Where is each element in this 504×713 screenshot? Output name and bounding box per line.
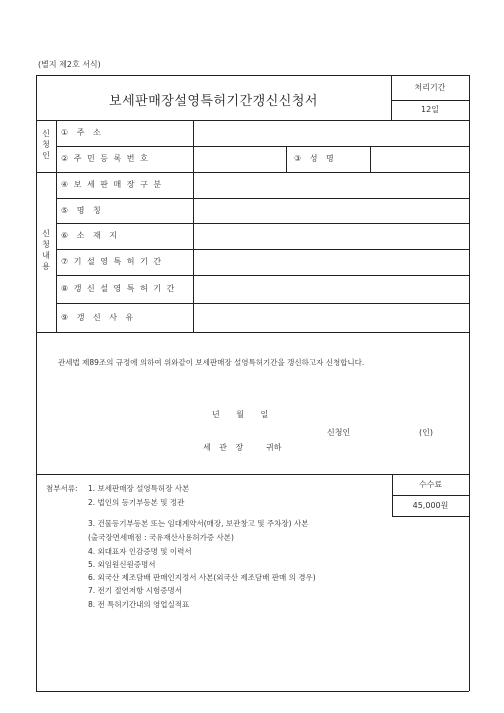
request-row-line-2 [56, 223, 469, 224]
applicant-section-label: 신 청 인 [42, 129, 50, 160]
name-field[interactable] [373, 150, 466, 169]
label-column-divider [193, 120, 194, 332]
renewal-reason-field[interactable] [196, 307, 466, 329]
renewal-period-field[interactable] [196, 279, 466, 300]
attachment-item: 8. 전 특허기간내의 영업실적표 [88, 600, 190, 609]
processing-value: 12일 [421, 105, 439, 114]
name-cell-right [370, 146, 371, 172]
request-row-line-5 [56, 303, 469, 304]
title-bottom-line [36, 120, 469, 121]
frame-top [36, 75, 469, 76]
date-line: 년 월 일 [212, 410, 269, 419]
attachments-top-line [36, 474, 469, 475]
frame-bottom [36, 691, 469, 692]
attachment-item: 1. 보세판매장 설영특허장 사본 [88, 484, 190, 493]
applicant-row-line [56, 146, 469, 147]
name-label: ③ 성 명 [294, 154, 337, 163]
attachment-item: 6. 외국산 제조담배 판매인지정서 사본(외국산 제조담배 판매 의 경우) [88, 573, 316, 582]
attachment-item: 7. 전기 절연저항 시험증명서 [88, 586, 183, 595]
request-row-line-4 [56, 275, 469, 276]
renewal-period-label: ⑧ 갱 신 설 영 특 허 기 간 [61, 284, 176, 293]
rrn-field[interactable] [196, 150, 282, 169]
form-title: 보세판매장설영특허기간갱신신청서 [109, 94, 318, 109]
rrn-label: ② 주 민 등 록 번 호 [61, 154, 150, 163]
existing-period-field[interactable] [196, 253, 466, 272]
renewal-reason-label: ⑨ 갱 신 사 유 [61, 313, 137, 322]
fee-bottom-line [392, 516, 469, 517]
frame-right [469, 75, 470, 691]
location-field[interactable] [196, 227, 466, 246]
attachment-item: 5. 외임원신원증명서 [88, 560, 156, 569]
request-row-line-3 [56, 249, 469, 250]
existing-period-label: ⑦ 기 설 영 특 허 기 간 [61, 257, 163, 266]
processing-label: 처리기간 [414, 83, 446, 92]
store-name-field[interactable] [196, 202, 466, 220]
form-number: (별지 제2호 서식) [38, 60, 101, 69]
fee-value: 45,000원 [412, 501, 449, 510]
fee-divider [392, 495, 469, 496]
request-row-line-1 [56, 198, 469, 199]
attachment-item: 3. 건물등기부등본 또는 임대계약서(매장, 보관창고 및 주차장) 사본 [88, 519, 309, 528]
applicant-sign-label: 신청인 [327, 428, 351, 437]
address-field[interactable] [196, 124, 466, 143]
store-type-field[interactable] [196, 176, 466, 195]
declaration-statement: 관세법 제89조의 규정에 의하여 위와같이 보세판매장 설영특허기간을 갱신하고자 신청합니다. [58, 358, 365, 367]
request-section-label: 신 청 내 용 [42, 229, 50, 271]
attachments-label: 첨부서류: [46, 484, 78, 493]
section-label-divider [56, 120, 57, 332]
attachment-item: 2. 법인의 등기부등본 및 정관 [88, 498, 185, 507]
name-cell-left [286, 146, 287, 172]
store-type-label: ④ 보 세 판 매 장 구 분 [61, 180, 163, 189]
store-name-label: ⑤ 명 칭 [61, 206, 104, 215]
address-label: ① 주 소 [61, 128, 104, 137]
fee-label: 수수료 [418, 480, 443, 489]
attachment-item: 4. 외대표자 인감증명 및 이력서 [88, 547, 192, 556]
location-label: ⑥ 소 재 지 [61, 231, 120, 240]
processing-divider [391, 100, 469, 101]
frame-left [36, 75, 37, 691]
recipient-suffix: 귀하 [266, 443, 282, 452]
attachment-item: (출국장면세매점 : 국유재산사용허가증 사본) [88, 533, 234, 542]
request-bottom-line [36, 332, 469, 333]
seal-mark: (인) [419, 428, 433, 437]
recipient: 세 관 장 [203, 443, 247, 452]
applicant-bottom-line [36, 172, 469, 173]
